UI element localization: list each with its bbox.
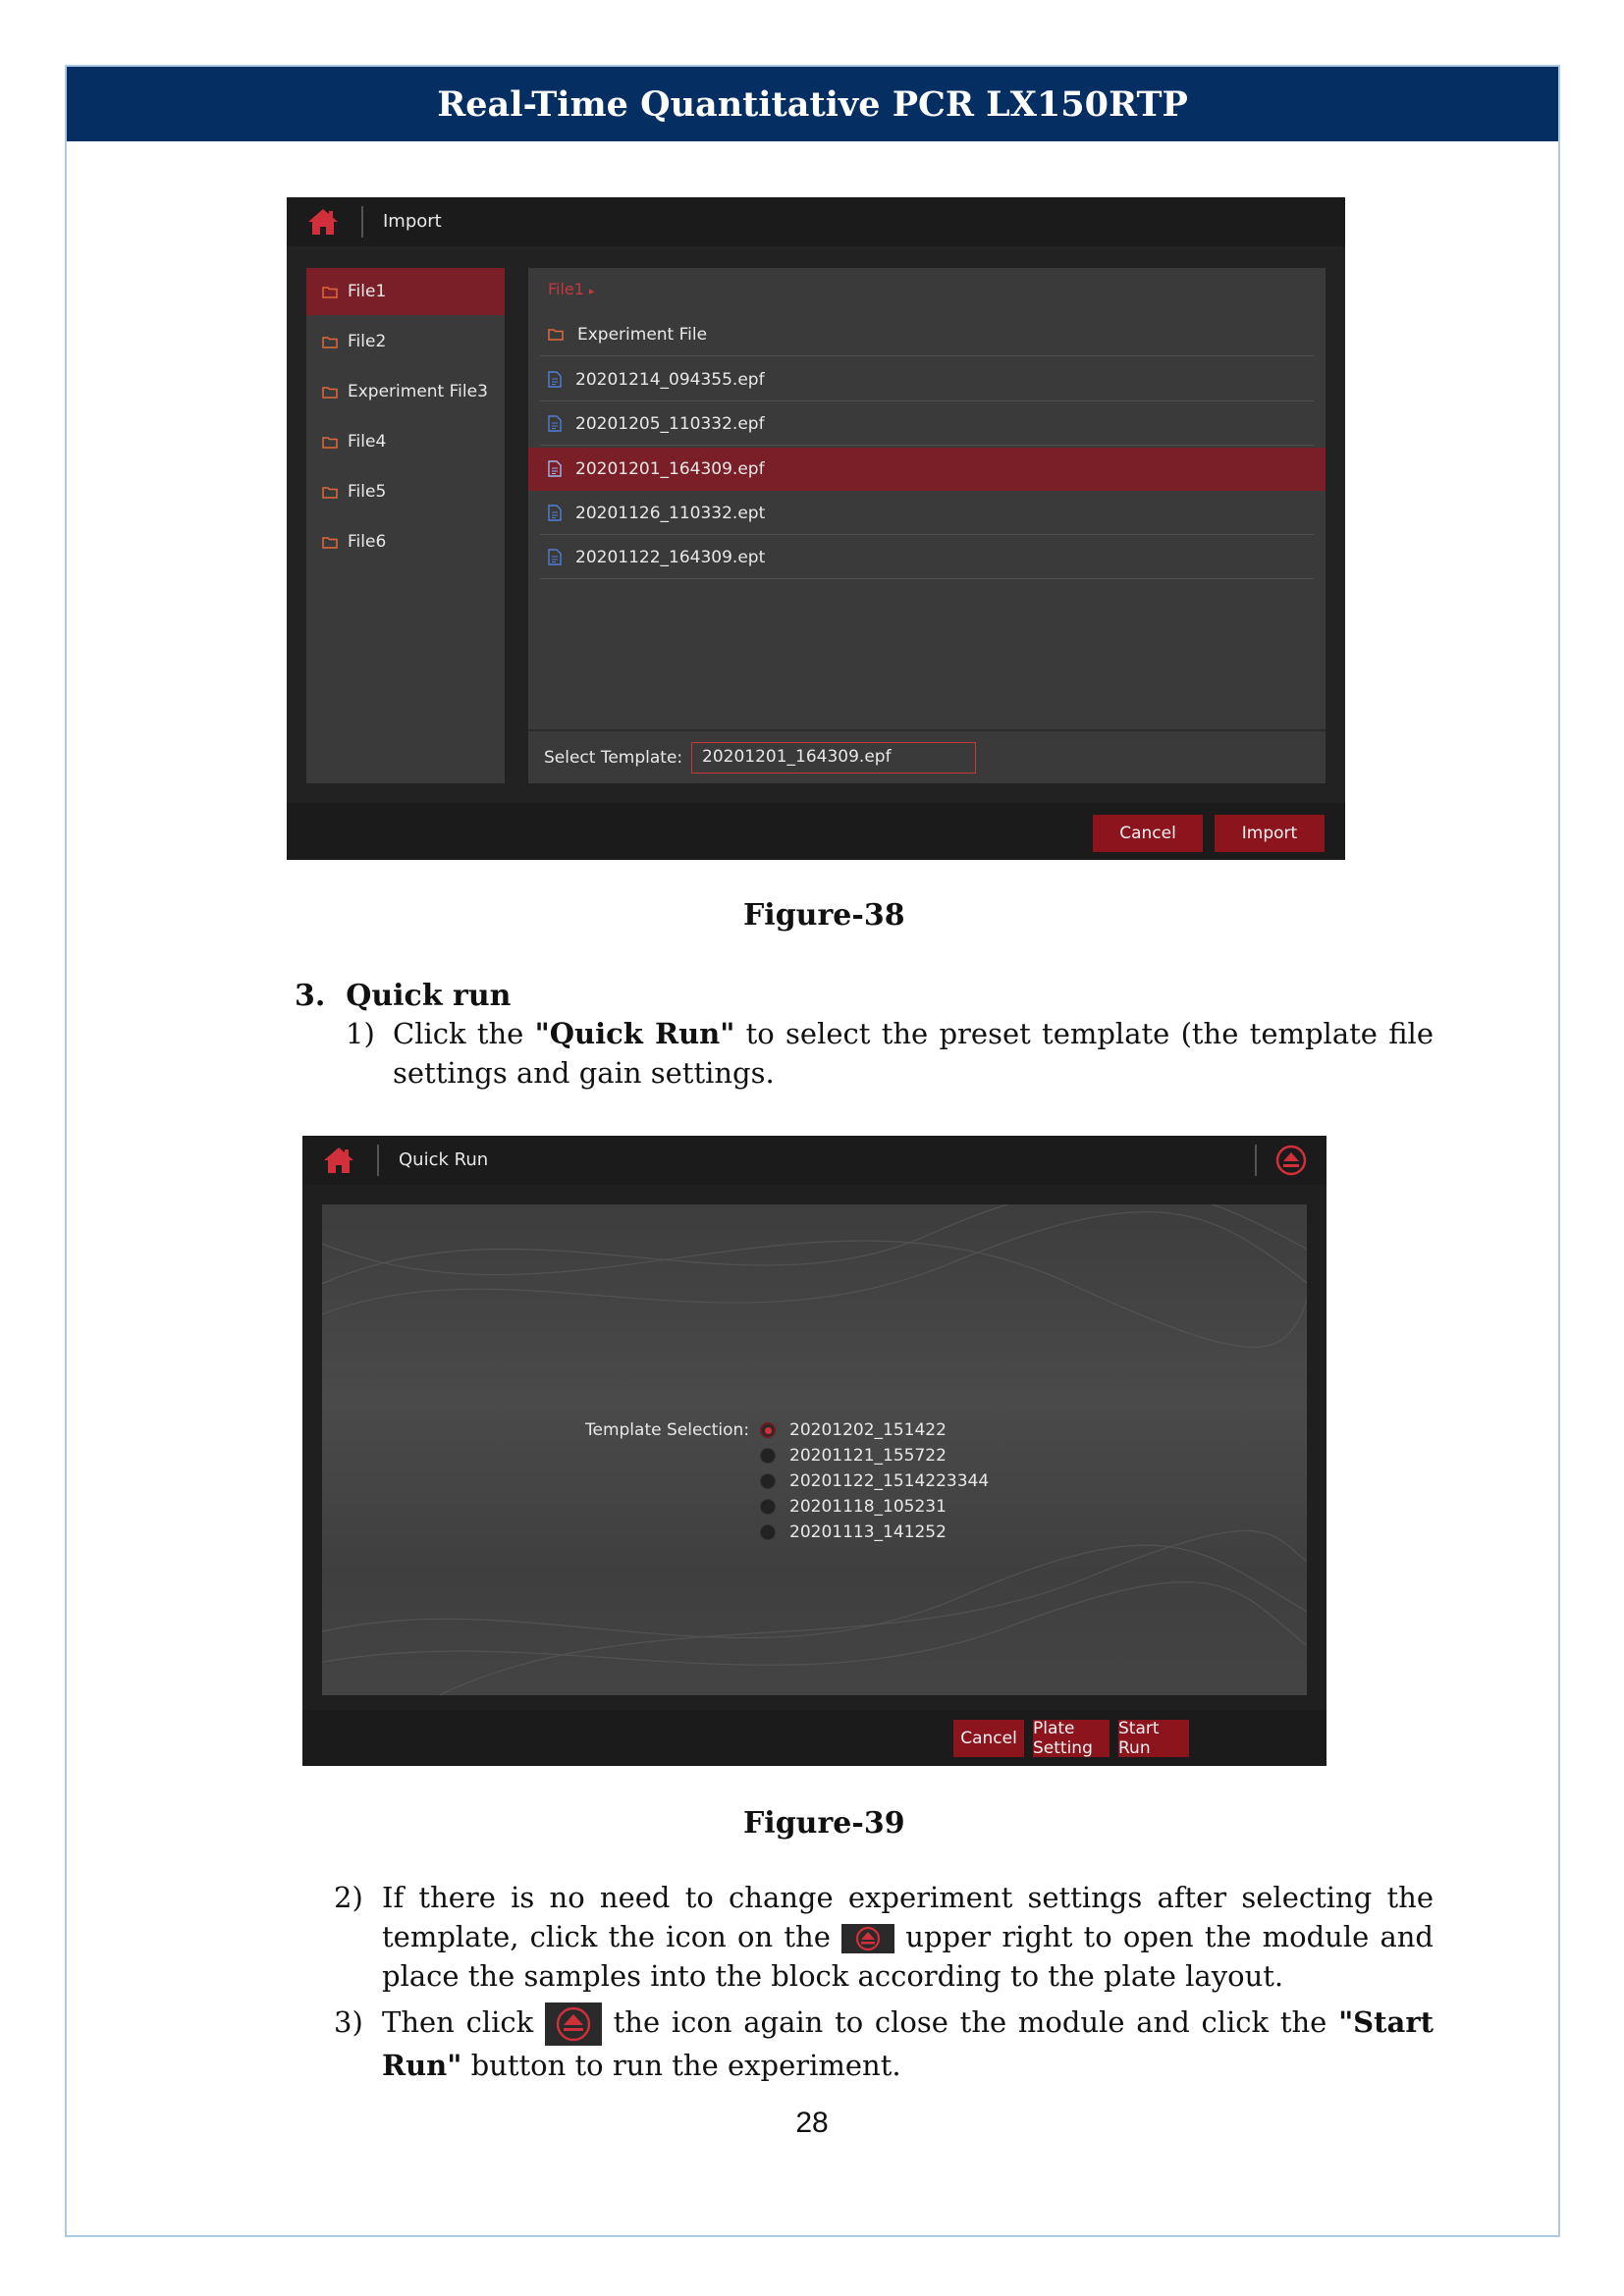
divider (361, 206, 363, 238)
template-option-label: 20201118_105231 (789, 1497, 947, 1517)
screen-title: Quick Run (399, 1149, 489, 1170)
radio-icon (760, 1473, 776, 1489)
folder-label: Experiment File3 (348, 382, 488, 401)
document-title: Real-Time Quantitative PCR LX150RTP (437, 83, 1188, 125)
step-3-pre: Then click (382, 2005, 545, 2039)
file-name: 20201122_164309.ept (575, 547, 766, 567)
folder-item-file2[interactable] (306, 318, 505, 365)
home-icon[interactable] (322, 1146, 355, 1175)
figure-39-caption: Figure-39 (743, 1806, 905, 1841)
step-3-post: button to run the experiment. (461, 2049, 901, 2082)
import-button[interactable]: Import (1215, 815, 1325, 852)
plate-setting-button[interactable]: Plate Setting (1033, 1720, 1110, 1757)
template-option[interactable] (760, 1519, 947, 1546)
file-row[interactable] (540, 492, 1314, 535)
folder-icon (548, 328, 564, 341)
file-row-selected[interactable] (528, 448, 1326, 491)
template-option-label: 20201121_155722 (789, 1446, 947, 1466)
template-option-label: 20201122_1514223344 (789, 1471, 990, 1491)
template-selection-stage (322, 1204, 1307, 1695)
eject-icon (545, 2002, 602, 2046)
select-template-field[interactable]: 20201201_164309.epf (691, 742, 976, 774)
file-row[interactable] (540, 536, 1314, 579)
folder-item-file5[interactable] (306, 468, 505, 515)
eject-icon[interactable] (1274, 1144, 1308, 1177)
bottom-bar (287, 803, 1345, 860)
folder-icon (322, 336, 338, 348)
step-1-post: to select the preset template (the template file settings and gain settings. (393, 1017, 1434, 1090)
folder-item-experiment-file3[interactable] (306, 368, 505, 415)
step-1-text (393, 1014, 1434, 1093)
folder-item-file4[interactable] (306, 418, 505, 465)
file-icon (548, 460, 562, 477)
folder-icon (322, 286, 338, 298)
folder-label: File5 (348, 482, 387, 502)
cancel-button[interactable]: Cancel (1093, 815, 1203, 852)
screen-title: Import (383, 211, 442, 232)
folder-item-file6[interactable] (306, 518, 505, 565)
template-option[interactable] (760, 1493, 947, 1521)
folder-icon (322, 386, 338, 399)
template-option-label: 20201202_151422 (789, 1420, 947, 1440)
divider (377, 1145, 379, 1176)
file-row[interactable] (540, 358, 1314, 401)
folder-icon (322, 486, 338, 499)
file-name: 20201126_110332.ept (575, 503, 766, 523)
breadcrumb-label: File1 (548, 280, 584, 298)
step-1-pre: Click the (393, 1017, 535, 1050)
folder-icon (322, 536, 338, 549)
file-browser (528, 268, 1326, 783)
step-3-text (382, 2002, 1434, 2085)
file-icon (548, 505, 562, 521)
folder-list (306, 268, 505, 783)
home-icon[interactable] (306, 207, 340, 237)
import-screenshot (287, 197, 1345, 860)
section-heading: 3. Quick run (295, 979, 512, 1013)
start-run-term: "Start Run" (382, 2005, 1434, 2082)
page-number: 28 (795, 2107, 829, 2139)
top-bar (302, 1136, 1326, 1185)
quick-run-term: "Quick Run" (534, 1017, 735, 1050)
step-2-post: upper right to open the module and place the samples into the block according to the plate layout. (382, 1920, 1434, 1993)
radio-selected-icon (760, 1422, 776, 1438)
file-name: 20201201_164309.epf (575, 458, 765, 479)
step-2-number: 2) (334, 1881, 363, 1914)
document-header (67, 67, 1558, 141)
step-1-number: 1) (346, 1017, 375, 1050)
template-option[interactable] (760, 1442, 947, 1469)
template-selection-label: Template Selection: (585, 1420, 750, 1440)
folder-label: File2 (348, 332, 387, 351)
template-option-label: 20201113_141252 (789, 1522, 947, 1542)
step-2-pre: If there is no need to change experiment settings after selecting the template, click the icon on the (382, 1881, 1434, 1953)
file-name: Experiment File (577, 324, 708, 345)
radio-icon (760, 1524, 776, 1540)
file-name: 20201214_094355.epf (575, 369, 765, 390)
file-row[interactable] (540, 402, 1314, 446)
divider (1255, 1145, 1257, 1176)
eject-icon (841, 1924, 894, 1953)
file-icon (548, 415, 562, 432)
folder-label: File1 (348, 282, 387, 301)
folder-icon (322, 436, 338, 449)
folder-item-file1[interactable] (306, 268, 505, 315)
template-option[interactable] (760, 1416, 947, 1444)
step-2-text (382, 1878, 1434, 1996)
quick-run-screenshot (302, 1136, 1326, 1766)
file-icon (548, 371, 562, 388)
template-option[interactable] (760, 1468, 989, 1495)
file-row-experiment-file[interactable] (540, 313, 1314, 356)
cancel-button[interactable]: Cancel (953, 1720, 1024, 1757)
step-3-mid: the icon again to close the module and click the (601, 2005, 1339, 2039)
select-template-label: Select Template: (544, 748, 683, 768)
file-name: 20201205_110332.epf (575, 413, 765, 434)
select-template-bar (528, 729, 1326, 783)
breadcrumb-arrow-icon: ▸ (589, 285, 595, 297)
folder-label: File6 (348, 532, 387, 552)
breadcrumb[interactable] (548, 280, 595, 298)
radio-icon (760, 1499, 776, 1515)
radio-icon (760, 1448, 776, 1464)
start-run-button[interactable]: Start Run (1118, 1720, 1189, 1757)
file-icon (548, 549, 562, 565)
top-bar (287, 197, 1345, 246)
folder-label: File4 (348, 432, 387, 452)
step-3-number: 3) (334, 2005, 363, 2039)
figure-38-caption: Figure-38 (743, 898, 905, 933)
bottom-bar (302, 1710, 1326, 1766)
